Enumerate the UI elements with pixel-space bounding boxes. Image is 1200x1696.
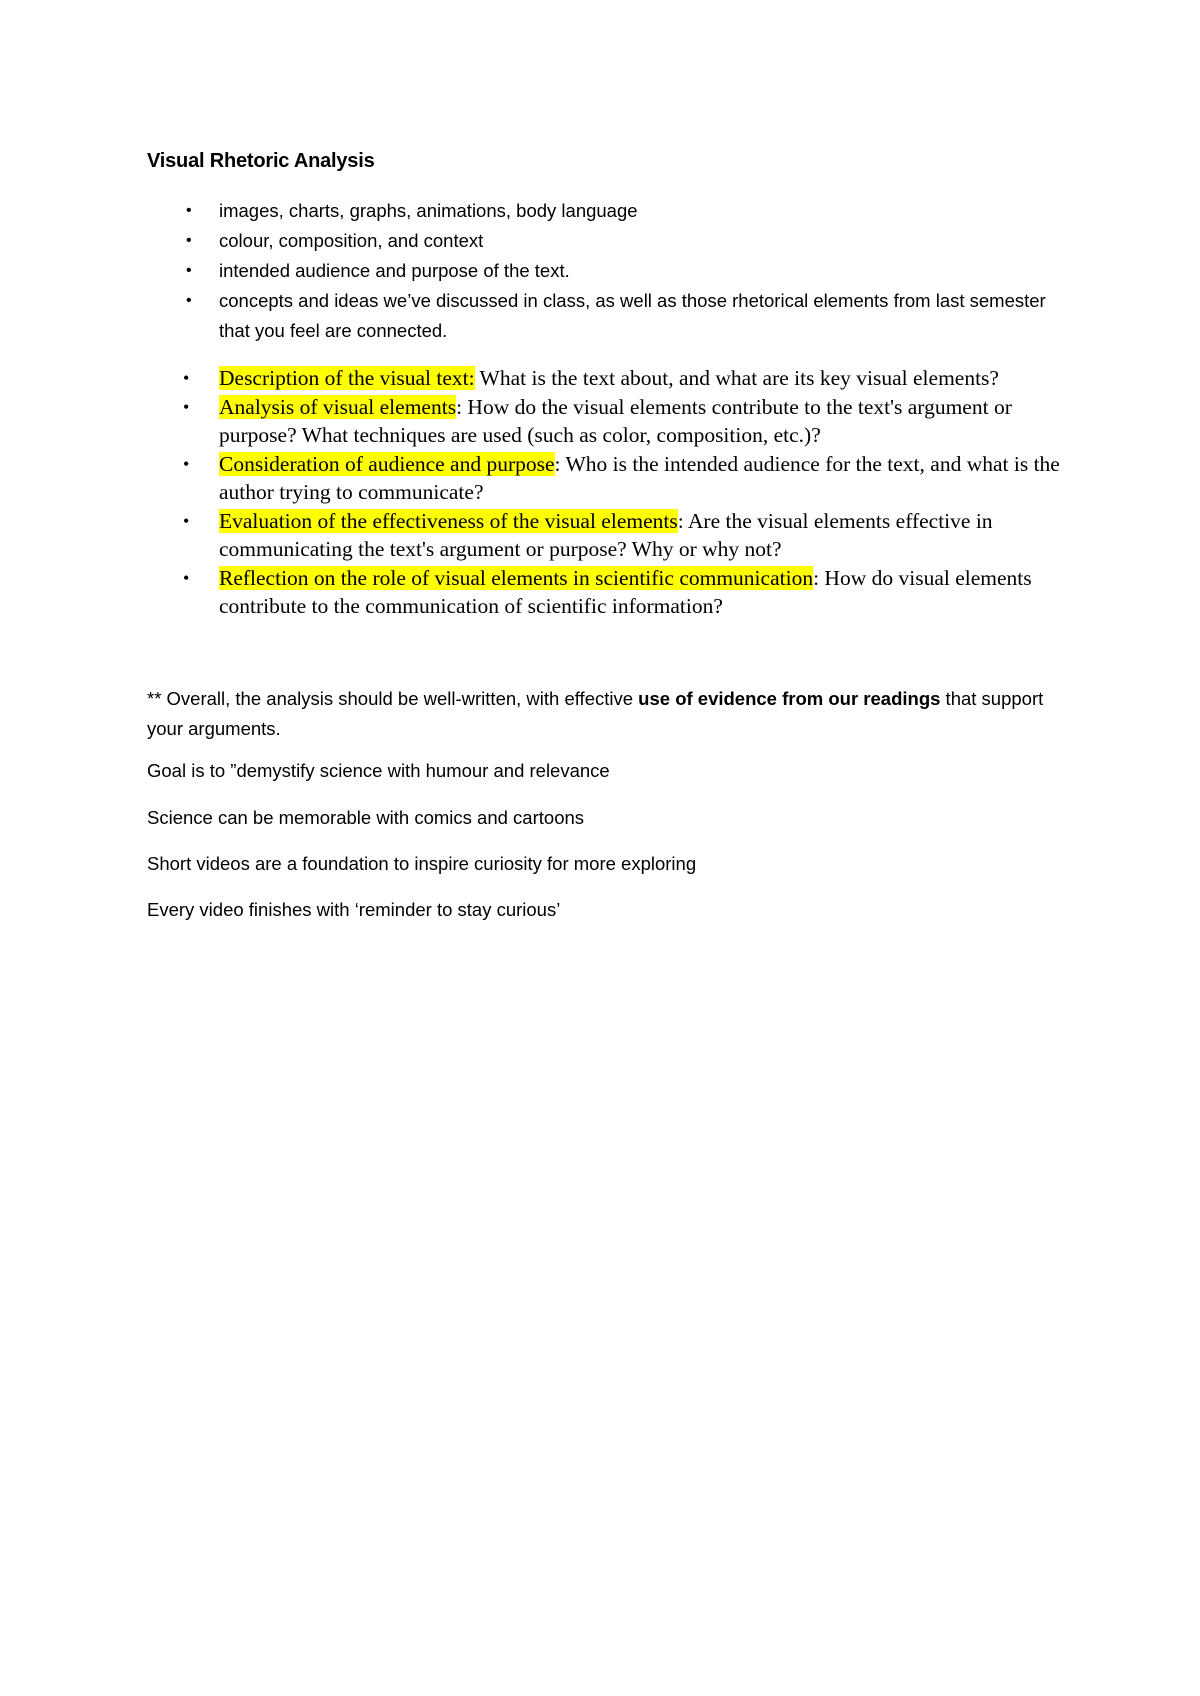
highlighted-heading: Reflection on the role of visual elements in scientific communication	[219, 565, 814, 590]
memorable-paragraph: Science can be memorable with comics and cartoons	[147, 807, 585, 828]
bullet-icon: •	[186, 262, 192, 279]
overall-note	[147, 684, 1077, 744]
bullet-icon: •	[183, 368, 190, 388]
list-item-text: : Who is the intended audience for the text, and what is the author trying to communicate?	[219, 451, 1060, 504]
list-item-text: colour, composition, and context	[219, 230, 484, 251]
list-item	[147, 226, 1077, 256]
list-item	[147, 507, 1087, 564]
analysis-criteria-list	[147, 364, 1087, 621]
list-item-text: concepts and ideas we’ve discussed in class, as well as those rhetorical elements from last semester that you feel are connected.	[219, 290, 1046, 341]
list-item-text: images, charts, graphs, animations, body language	[219, 200, 638, 221]
highlighted-heading: Description of the visual text:	[219, 366, 475, 390]
bullet-icon: •	[186, 202, 192, 219]
list-item-text: intended audience and purpose of the text.	[219, 260, 570, 281]
highlighted-heading: Analysis of visual elements	[219, 394, 457, 419]
every-video-paragraph: Every video finishes with ‘reminder to stay curious’	[147, 899, 561, 920]
list-item	[147, 256, 1077, 286]
list-item-text: : Are the visual elements effective in communicating the text's argument or purpose? Why or why not?	[219, 508, 993, 561]
list-item-text: : How do the visual elements contribute to the text's argument or purpose? What techniques are used (such as color, composition, etc.)?	[219, 394, 1012, 447]
bullet-icon: •	[183, 453, 190, 474]
highlighted-heading: Evaluation of the effectiveness of the visual elements	[219, 508, 678, 533]
goal-paragraph: Goal is to ”demystify science with humour and relevance	[147, 760, 610, 781]
bullet-icon: •	[183, 567, 190, 588]
overall-note-bold: use of evidence from our readings	[638, 688, 941, 709]
overall-note-end: that support your arguments.	[147, 688, 1044, 739]
list-item	[147, 564, 1087, 621]
list-item	[147, 286, 1077, 346]
list-item	[147, 393, 1087, 450]
highlighted-heading: Consideration of audience and purpose	[219, 451, 555, 476]
list-item	[147, 196, 1077, 226]
bullet-icon: •	[183, 396, 190, 417]
bullet-icon: •	[186, 292, 192, 309]
list-item-text: : How do visual elements contribute to the communication of scientific information?	[219, 565, 1032, 618]
document-title: Visual Rhetoric Analysis	[147, 150, 375, 172]
bullet-icon: •	[183, 510, 190, 531]
list-item-text: What is the text about, and what are its key visual elements?	[474, 366, 999, 390]
list-item	[147, 364, 1087, 393]
list-item	[147, 450, 1087, 507]
topics-list	[147, 196, 1077, 346]
short-videos-paragraph: Short videos are a foundation to inspire curiosity for more exploring	[147, 853, 697, 874]
overall-note-text: ** Overall, the analysis should be well-written, with effective	[147, 688, 639, 709]
bullet-icon: •	[186, 232, 192, 249]
